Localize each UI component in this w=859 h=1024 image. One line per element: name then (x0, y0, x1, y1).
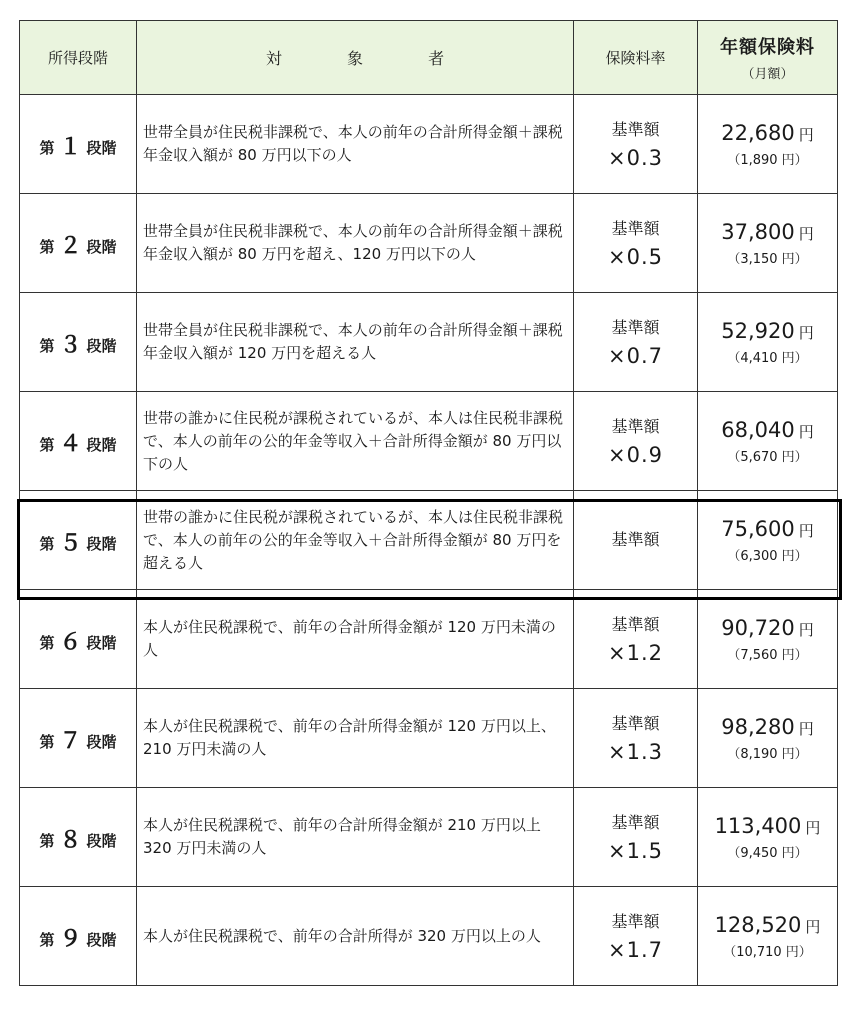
stage-cell (20, 887, 137, 986)
rate-label: 基準額 (611, 120, 660, 139)
stage-suffix: 段階 (86, 831, 117, 850)
stage-cell (20, 392, 137, 491)
header-annual-fee (698, 21, 838, 95)
fee-cell (698, 887, 838, 986)
rate-multiplier: ×1.7 (608, 938, 663, 962)
rate-multiplier: ×0.7 (608, 344, 663, 368)
yen-unit: 円 (798, 125, 814, 144)
fee-cell (698, 590, 838, 689)
annual-fee (698, 913, 837, 937)
yen-unit: 円 (798, 422, 814, 441)
table-row (20, 392, 838, 491)
annual-amount: 52,920 (721, 318, 795, 343)
header-target-char-1: 対 (265, 49, 282, 68)
stage-cell (20, 590, 137, 689)
stage-prefix: 第 (39, 534, 55, 553)
target-cell: 本人が住民税課税で、前年の合計所得が 320 万円以上の人 (137, 887, 574, 986)
stage-prefix: 第 (39, 237, 55, 256)
yen-unit: 円 (798, 224, 814, 243)
monthly-fee: （10,710 円） (723, 944, 812, 960)
rate-label: 基準額 (611, 318, 660, 337)
stage-suffix: 段階 (86, 732, 117, 751)
table-body (20, 95, 838, 986)
rate-label: 基準額 (611, 417, 660, 436)
rate-label: 基準額 (611, 530, 660, 549)
table-row (20, 590, 838, 689)
rate-label: 基準額 (611, 714, 660, 733)
rate-multiplier: ×0.9 (608, 443, 663, 467)
stage-cell (20, 293, 137, 392)
fee-cell (698, 788, 838, 887)
annual-amount: 68,040 (721, 417, 795, 442)
stage-number: ８ (59, 827, 82, 853)
annual-amount: 22,680 (721, 120, 795, 145)
header-target-char-3: 者 (428, 49, 445, 68)
stage-number: ２ (59, 233, 82, 259)
annual-fee (698, 220, 837, 244)
annual-amount: 98,280 (721, 714, 795, 739)
stage-suffix: 段階 (86, 534, 117, 553)
annual-fee (698, 715, 837, 739)
header-monthly-note: （月額） (741, 67, 794, 82)
monthly-fee: （6,300 円） (727, 548, 808, 564)
monthly-fee: （4,410 円） (727, 350, 808, 366)
stage-prefix: 第 (39, 732, 55, 751)
yen-unit: 円 (805, 917, 821, 936)
stage-cell (20, 95, 137, 194)
rate-multiplier: ×1.5 (608, 839, 663, 863)
annual-fee (698, 517, 837, 541)
rate-cell (574, 590, 698, 689)
yen-unit: 円 (805, 818, 821, 837)
premium-table (19, 20, 838, 986)
fee-cell (698, 392, 838, 491)
header-rate: 保険料率 (574, 21, 698, 95)
stage-cell (20, 194, 137, 293)
rate-label: 基準額 (611, 813, 660, 832)
header-target-char-2: 象 (346, 49, 363, 68)
rate-cell (574, 293, 698, 392)
annual-fee (698, 616, 837, 640)
monthly-fee: （8,190 円） (727, 746, 808, 762)
target-cell: 世帯の誰かに住民税が課税されているが、本人は住民税非課税で、本人の前年の公的年金等収入＋合計所得金額が 80 万円以下の人 (137, 392, 574, 491)
fee-cell (698, 689, 838, 788)
annual-amount: 128,520 (714, 912, 802, 937)
rate-label: 基準額 (611, 615, 660, 634)
target-cell: 本人が住民税課税で、前年の合計所得金額が 210 万円以上 320 万円未満の人 (137, 788, 574, 887)
rate-cell (574, 887, 698, 986)
rate-multiplier: ×1.3 (608, 740, 663, 764)
stage-number: ７ (59, 728, 82, 754)
stage-suffix: 段階 (86, 633, 117, 652)
fee-cell (698, 95, 838, 194)
stage-suffix: 段階 (86, 930, 117, 949)
stage-prefix: 第 (39, 930, 55, 949)
target-cell: 世帯全員が住民税非課税で、本人の前年の合計所得金額＋課税年金収入額が 80 万円以下の人 (137, 95, 574, 194)
stage-cell (20, 689, 137, 788)
rate-label: 基準額 (611, 912, 660, 931)
rate-cell (574, 194, 698, 293)
target-cell: 本人が住民税課税で、前年の合計所得金額が 120 万円以上、210 万円未満の人 (137, 689, 574, 788)
fee-cell (698, 194, 838, 293)
table-row (20, 293, 838, 392)
annual-fee (698, 319, 837, 343)
annual-amount: 90,720 (721, 615, 795, 640)
rate-cell (574, 689, 698, 788)
stage-number: ６ (59, 629, 82, 655)
stage-prefix: 第 (39, 336, 55, 355)
header-annual-fee-label: 年額保険料 (720, 37, 815, 58)
monthly-fee: （9,450 円） (727, 845, 808, 861)
fee-cell (698, 293, 838, 392)
stage-suffix: 段階 (86, 138, 117, 157)
fee-cell (698, 491, 838, 590)
stage-number: ４ (59, 431, 82, 457)
table-row (20, 788, 838, 887)
rate-cell (574, 491, 698, 590)
table-row (20, 689, 838, 788)
yen-unit: 円 (798, 719, 814, 738)
target-cell: 世帯の誰かに住民税が課税されているが、本人は住民税非課税で、本人の前年の公的年金等収入＋合計所得金額が 80 万円を超える人 (137, 491, 574, 590)
table-header-row (20, 21, 838, 95)
table-row (20, 887, 838, 986)
header-stage: 所得段階 (20, 21, 137, 95)
stage-number: １ (59, 134, 82, 160)
table-row-highlighted (20, 491, 838, 590)
stage-suffix: 段階 (86, 336, 117, 355)
stage-number: ５ (59, 530, 82, 556)
stage-prefix: 第 (39, 138, 55, 157)
rate-label: 基準額 (611, 219, 660, 238)
rate-cell (574, 788, 698, 887)
monthly-fee: （7,560 円） (727, 647, 808, 663)
rate-multiplier: ×0.3 (608, 146, 663, 170)
stage-cell (20, 788, 137, 887)
rate-cell (574, 392, 698, 491)
target-cell: 世帯全員が住民税非課税で、本人の前年の合計所得金額＋課税年金収入額が 120 万円を超える人 (137, 293, 574, 392)
stage-number: ３ (59, 332, 82, 358)
rate-cell (574, 95, 698, 194)
annual-fee (698, 121, 837, 145)
stage-suffix: 段階 (86, 237, 117, 256)
rate-multiplier: ×1.2 (608, 641, 663, 665)
monthly-fee: （1,890 円） (727, 152, 808, 168)
stage-cell (20, 491, 137, 590)
annual-fee (698, 418, 837, 442)
stage-suffix: 段階 (86, 435, 117, 454)
annual-amount: 37,800 (721, 219, 795, 244)
stage-prefix: 第 (39, 831, 55, 850)
monthly-fee: （5,670 円） (727, 449, 808, 465)
annual-fee (698, 814, 837, 838)
target-cell: 本人が住民税課税で、前年の合計所得金額が 120 万円未満の人 (137, 590, 574, 689)
stage-number: ９ (59, 926, 82, 952)
table-row (20, 95, 838, 194)
header-target (137, 21, 574, 95)
yen-unit: 円 (798, 620, 814, 639)
stage-prefix: 第 (39, 435, 55, 454)
yen-unit: 円 (798, 323, 814, 342)
target-cell: 世帯全員が住民税非課税で、本人の前年の合計所得金額＋課税年金収入額が 80 万円を超え、120 万円以下の人 (137, 194, 574, 293)
annual-amount: 113,400 (714, 813, 802, 838)
monthly-fee: （3,150 円） (727, 251, 808, 267)
rate-multiplier: ×0.5 (608, 245, 663, 269)
yen-unit: 円 (798, 521, 814, 540)
stage-prefix: 第 (39, 633, 55, 652)
annual-amount: 75,600 (721, 516, 795, 541)
table-row (20, 194, 838, 293)
